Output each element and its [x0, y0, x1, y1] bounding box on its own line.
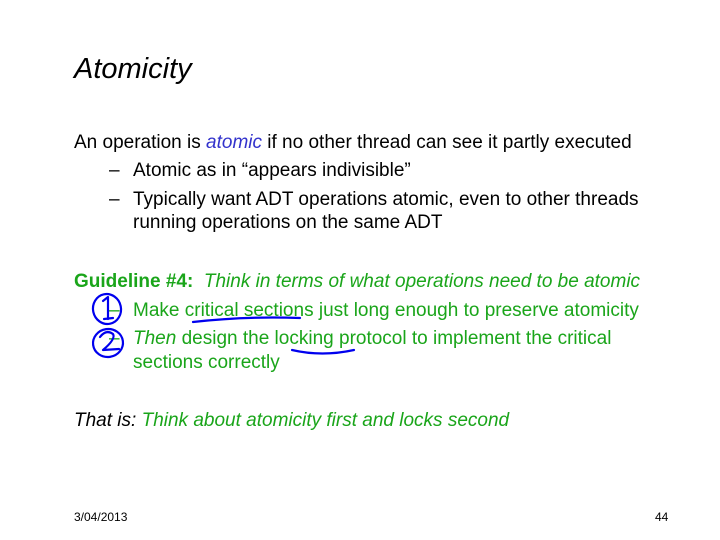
bullet-dash: – — [109, 160, 120, 181]
g2-underlined: ocking p — [278, 328, 350, 349]
footer-date: 3/04/2013 — [74, 510, 128, 524]
bullet-dash: – — [109, 328, 120, 349]
guideline-line — [74, 270, 640, 293]
guideline-item-1 — [109, 299, 639, 322]
bullet-1-text: Atomic as in “appears indivisible” — [133, 160, 411, 181]
definition-pre: An operation is — [74, 132, 207, 153]
g1-underlined: ritical section — [194, 300, 305, 321]
bullet-2-line2: running operations on the same ADT — [133, 212, 443, 233]
page-number: 44 — [655, 510, 669, 524]
guideline-item-2 — [109, 327, 612, 350]
bullet-dash: – — [109, 189, 120, 210]
g2-pre: design the l — [176, 328, 279, 349]
underline-locking — [292, 350, 354, 354]
that-is-label: That is: — [74, 410, 137, 431]
bullet-2-line1: Typically want ADT operations atomic, even to other threads — [133, 189, 639, 210]
g2-post: rotocol to implement the critical — [349, 328, 612, 349]
definition-line — [74, 131, 632, 154]
bullet-2 — [109, 188, 639, 211]
g1-post: s just long enough to preserve atomicity — [304, 300, 639, 321]
definition-post: if no other thread can see it partly executed — [262, 132, 632, 153]
bullet-1 — [109, 159, 411, 182]
that-is-line — [74, 409, 509, 432]
atomic-term: atomic — [206, 132, 262, 153]
bullet-dash: – — [109, 300, 120, 321]
guideline-text: Think in terms of what operations need to be atomic — [203, 271, 641, 292]
guideline-label: Guideline #4: — [74, 271, 194, 292]
slide-title: Atomicity — [74, 53, 192, 85]
guideline-item-2-line2: sections correctly — [133, 352, 280, 373]
g1-pre: Make c — [133, 300, 195, 321]
g2-then: Then — [133, 328, 177, 349]
that-is-text: Think about atomicity first and locks second — [141, 410, 510, 431]
